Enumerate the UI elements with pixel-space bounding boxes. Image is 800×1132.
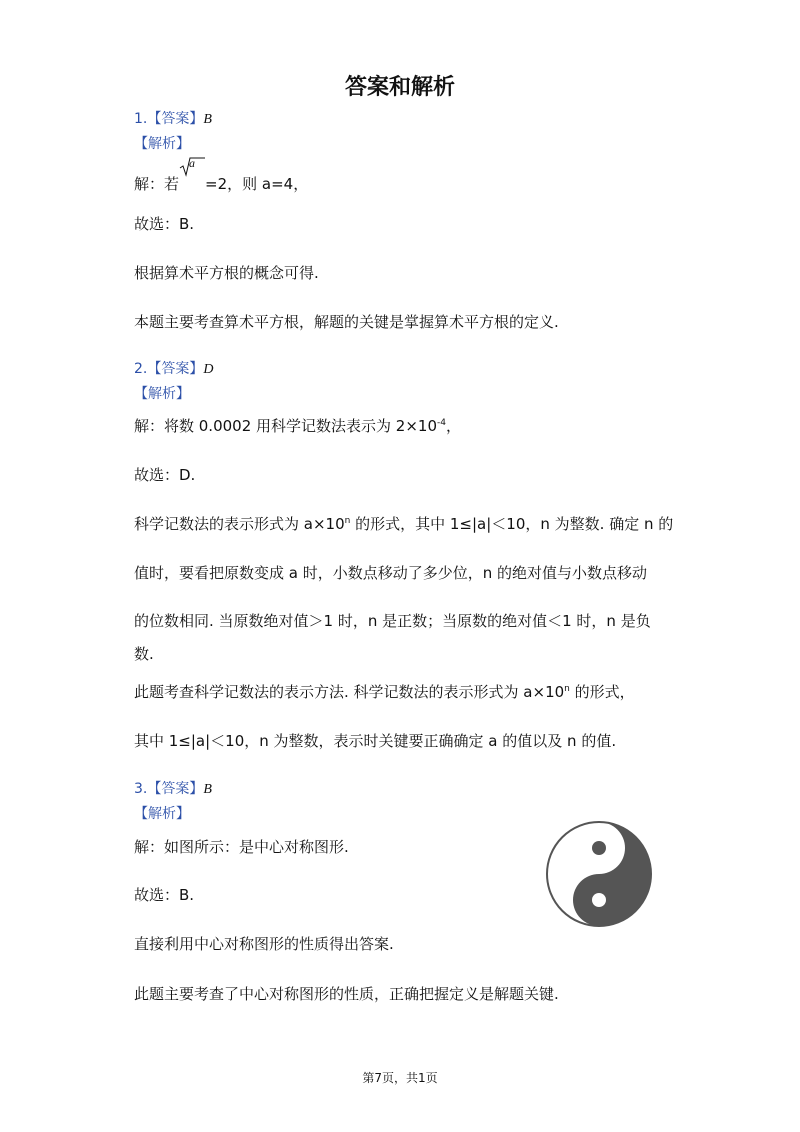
page-title: 答案和解析 [344, 75, 455, 100]
q1-answer: B [203, 112, 212, 127]
q3-answer-line [134, 778, 212, 798]
q3-line1: 直接利用中心对称图形的性质得出答案. [134, 935, 394, 953]
q3-answer-tag: 【答案】 [147, 781, 204, 797]
q3-choice: 故选：B. [134, 886, 195, 904]
q2-choice: 故选：D. [134, 466, 196, 484]
sqrt-radicand: a [189, 156, 196, 170]
q1-sol-prefix: 解：若 [134, 175, 180, 193]
q3-line2: 此题主要考查了中心对称图形的性质，正确把握定义是解题关键. [134, 985, 559, 1003]
q2-p2: 值时，要看把原数变成 a 时，小数点移动了多少位，n 的绝对值与小数点移动 [134, 564, 648, 582]
q2-p5-b: 的形式， [569, 683, 635, 701]
q3-analysis-tag: 【解析】 [134, 806, 190, 822]
q2-analysis-tag: 【解析】 [134, 386, 190, 402]
q1-number: 1. [134, 111, 148, 127]
q2-p5 [134, 681, 635, 702]
q3-solution: 解：如图所示：是中心对称图形. [134, 838, 349, 856]
q2-number: 2. [134, 361, 148, 377]
q3-number: 3. [134, 781, 148, 797]
q1-answer-tag: 【答案】 [147, 111, 204, 127]
q3-answer: B [203, 782, 212, 797]
q2-answer: D [203, 362, 214, 377]
page-footer: 第7页，共1页 [362, 1071, 438, 1085]
q2-p1-a: 科学记数法的表示形式为 a×10 [134, 515, 345, 533]
q2-answer-tag: 【答案】 [147, 361, 204, 377]
q2-p1-b: 的形式，其中 1≤|a|＜10，n 为整数. 确定 n 的 [350, 515, 674, 533]
yin-yang-icon [545, 820, 653, 932]
sqrt-symbol [179, 156, 205, 183]
q1-sol-suffix: =2，则 a=4， [205, 175, 309, 193]
q1-choice: 故选：B. [134, 215, 195, 233]
q2-p5-exp: n [564, 684, 570, 694]
q2-sol-text: 解：将数 0.0002 用科学记数法表示为 2×10 [134, 417, 437, 435]
q1-line1: 根据算术平方根的概念可得. [134, 264, 319, 282]
q2-p1-exp: n [344, 516, 351, 526]
q2-p1 [134, 513, 673, 534]
q2-answer-line [134, 358, 213, 378]
q2-solution [134, 415, 461, 436]
q2-sol-exp: -4 [437, 418, 446, 428]
q1-answer-line [134, 108, 212, 128]
q1-line2: 本题主要考查算术平方根，解题的关键是掌握算术平方根的定义. [134, 313, 559, 331]
q1-solution [134, 156, 309, 194]
q1-analysis-tag: 【解析】 [134, 136, 190, 152]
q2-p5-a: 此题考查科学记数法的表示方法. 科学记数法的表示形式为 a×10 [134, 683, 565, 701]
q2-sol-end: ， [445, 417, 461, 435]
q2-p3: 的位数相同. 当原数绝对值＞1 时，n 是正数；当原数的绝对值＜1 时，n 是负 [134, 612, 651, 630]
q2-p6: 其中 1≤|a|＜10，n 为整数，表示时关键要正确确定 a 的值以及 n 的值. [134, 732, 617, 750]
q2-p4: 数. [134, 645, 154, 663]
